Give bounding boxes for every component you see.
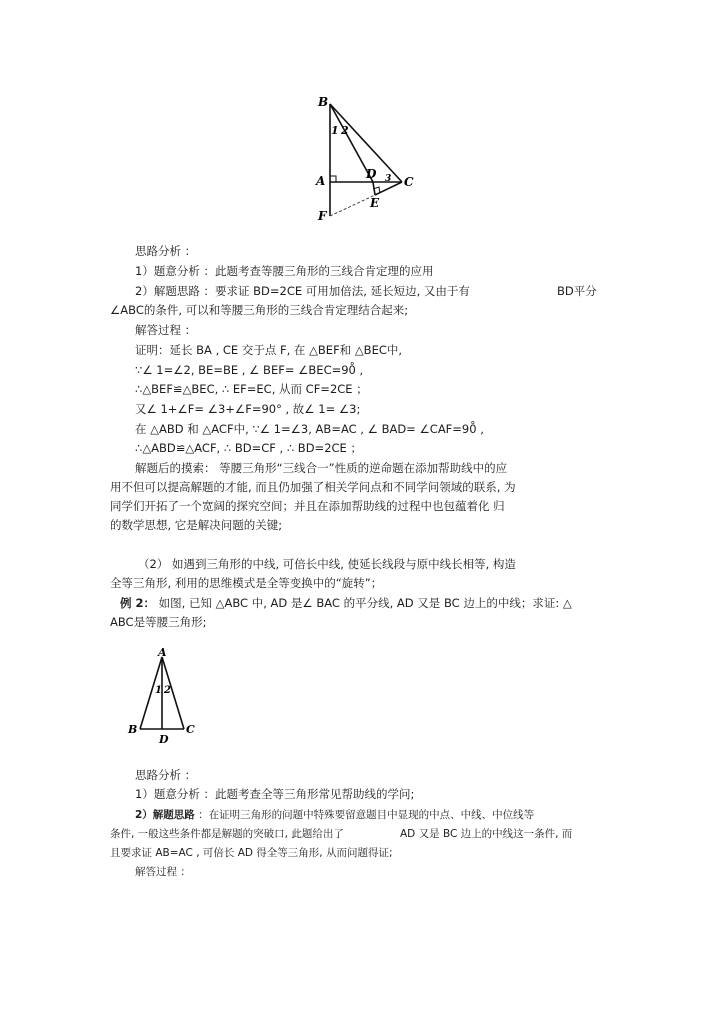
analysis2-line-2-end: AD 又是 BC 边上的中线这一条件, 而 (400, 828, 573, 840)
analysis-heading-2: 思路分析 ： (135, 768, 197, 782)
reflection-line-4: 的数学思想, 它是解决问题的关键; (110, 518, 283, 532)
figure-1-triangle-diagram (300, 92, 430, 222)
solution-heading: 解答过程 ： (135, 323, 197, 337)
label-c: C (404, 175, 414, 189)
angle-label-2: 2 (164, 685, 171, 696)
example-label: 例 2： (120, 596, 156, 610)
example-line-2: ABC是等腰三角形; (110, 615, 207, 629)
label-a: A (316, 174, 326, 188)
reflection-line-3: 同学们开拓了一个宽阔的探究空间；并且在添加帮助线的过程中也包蕴着化 归 (110, 499, 505, 513)
example-text: 如图, 已知 △ABC 中, AD 是∠ BAC 的平分线, AD 又是 BC 边上的中线；求证: △ (155, 596, 572, 610)
solution-heading-2: 解答过程 ： (135, 866, 191, 878)
label-c: C (186, 723, 195, 736)
proof-line-4: 又∠ 1+∠F= ∠3+∠F=90° , 故∠ 1= ∠3; (135, 402, 361, 416)
label-d: D (159, 733, 169, 745)
analysis-heading: 思路分析 ： (135, 244, 197, 258)
method-line-1: （2） 如遇到三角形的中线, 可倍长中线, 使延长线段与原中线长相等, 构造 (138, 557, 516, 571)
analysis2-point-2 (135, 808, 534, 823)
analysis-point-2-start: 2）解题思路 ：要求证 BD=2CE 可用加倍法, 延长短边, 又由于有 (135, 284, 470, 298)
angle-label-1: 1 (155, 685, 162, 696)
method-line-2: 全等三角形, 利用的思维模式是全等变换中的“旋转”； (110, 576, 383, 590)
angle-label-1: 1 (331, 124, 339, 137)
label-b: B (318, 95, 329, 109)
right-angle-mark-a (330, 176, 336, 182)
proof-line-5: 在 △ABD 和 △ACF中, ∵∠ 1=∠3, AB=AC , ∠ BAD= ∠CAF=90̊ , (135, 422, 484, 436)
proof-line-1: 证明：延长 BA , CE 交于点 F, 在 △BEF和 △BEC中, (135, 343, 403, 357)
label-a: A (158, 646, 167, 659)
analysis2-line-3: 且要求证 AB=AC , 可倍长 AD 得全等三角形, 从而问题得证; (110, 847, 393, 859)
reflection-line-2: 用不但可以提高解题的才能, 而且仍加强了相关学问点和不同学问领域的联系, 为 (110, 480, 516, 494)
label-b: B (128, 723, 138, 736)
proof-line-3: ∴△BEF≌△BEC, ∴ EF=EC, 从而 CF=2CE ； (135, 382, 368, 396)
analysis2-point-2-label: 2）解题思路 (135, 809, 195, 821)
analysis2-line-2-start: 条件, 一般这些条件都是解题的突破口, 此题给出了 (110, 828, 344, 840)
reflection-line-1: 解题后的摸索： 等腰三角形“三线合一”性质的逆命题在添加帮助线中的应 (135, 461, 508, 475)
figure-2-triangle-diagram (122, 645, 212, 745)
label-e: E (370, 196, 380, 210)
dashed-segment-fe (330, 195, 375, 216)
analysis-point-2-cont: ∠ABC的条件, 可以和等腰三角形的三线合肯定理结合起来; (110, 303, 409, 317)
analysis2-point-1: 1）题意分析 ：此题考查全等三角形常见帮助线的学问; (135, 787, 415, 801)
analysis2-point-2-text: ：在证明三角形的问题中特殊要留意题目中显现的中点、中线、中位线等 (194, 809, 535, 821)
analysis-point-1: 1）题意分析 ：此题考查等腰三角形的三线合肯定理的应用 (135, 264, 434, 278)
label-f: F (318, 209, 327, 222)
angle-label-3: 3 (385, 174, 392, 184)
proof-line-6: ∴△ABD≌△ACF, ∴ BD=CF , ∴ BD=2CE ； (135, 441, 362, 455)
label-d: D (366, 167, 377, 181)
example-line-1 (120, 596, 572, 611)
angle-label-2: 2 (341, 124, 349, 137)
analysis-point-2-end: BD平分 (557, 284, 597, 298)
proof-line-2: ∵∠ 1=∠2, BE=BE , ∠ BEF= ∠BEC=90̊ , (135, 363, 364, 377)
